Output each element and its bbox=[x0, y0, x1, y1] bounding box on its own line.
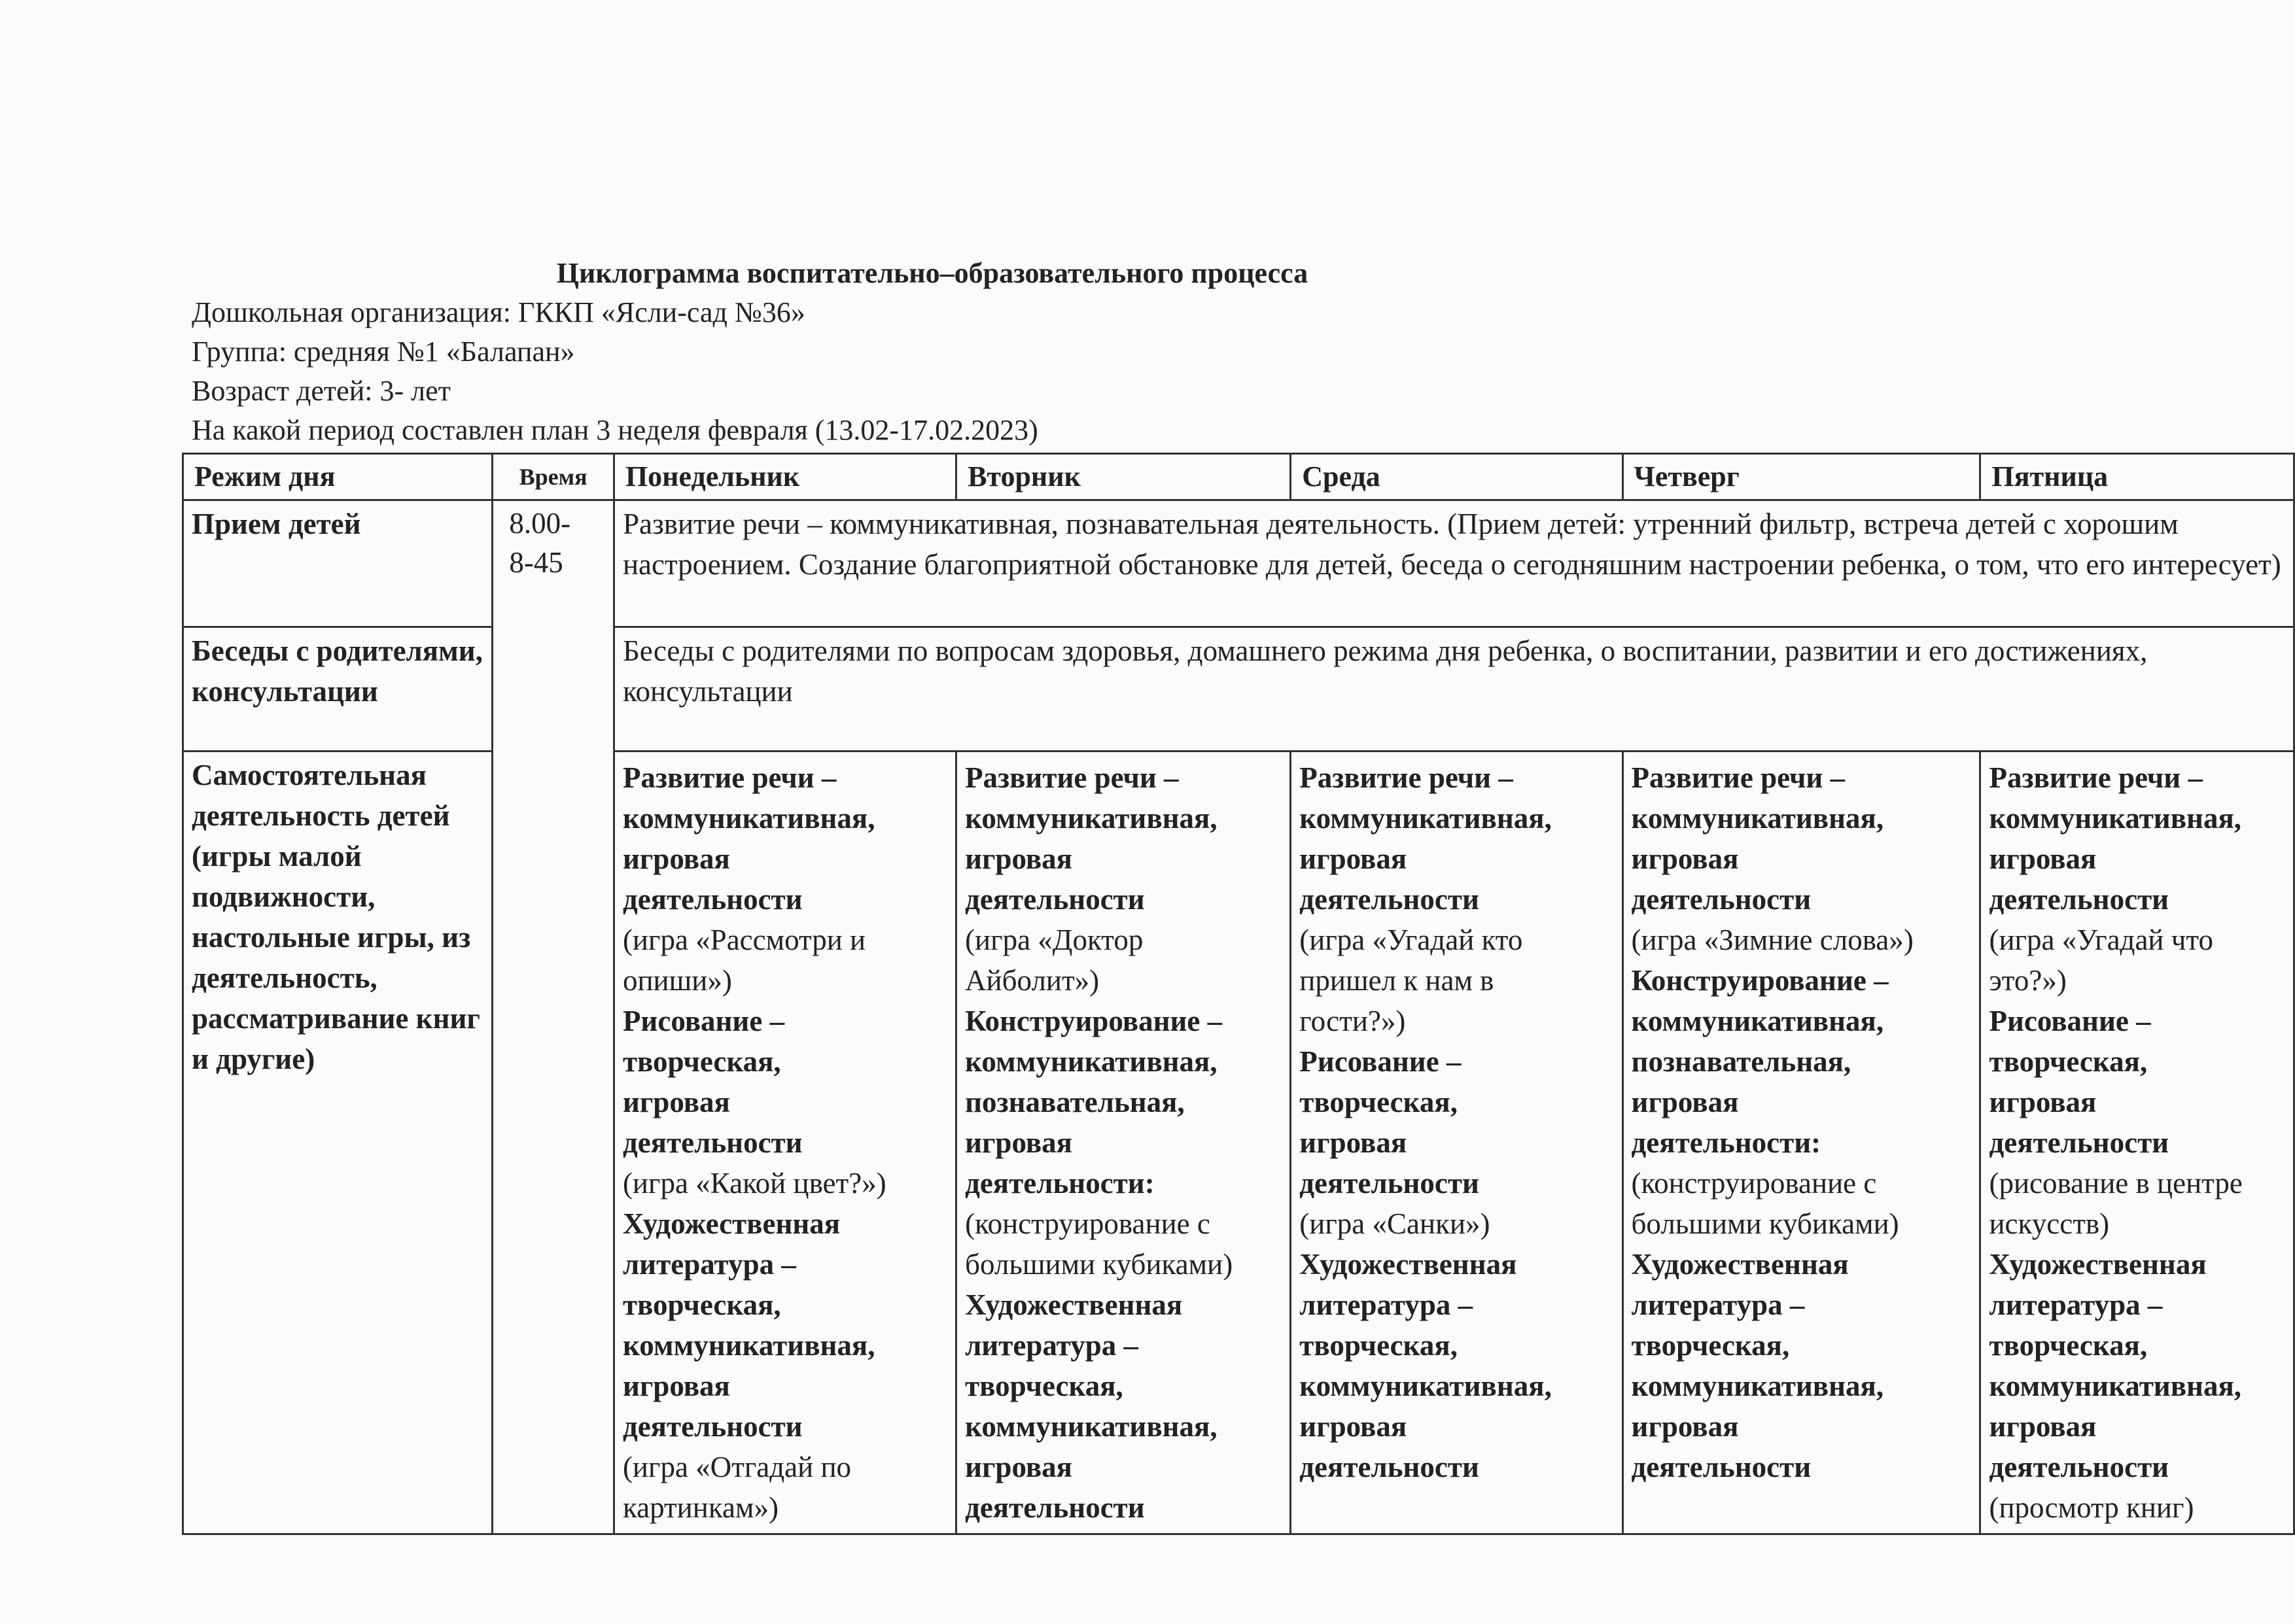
activity-heading-line: игровая bbox=[1989, 1410, 2097, 1443]
activity-game-line: это?») bbox=[1989, 964, 2067, 997]
activity-game-line: искусств) bbox=[1989, 1207, 2110, 1240]
header-day-wednesday: Среда bbox=[1291, 454, 1622, 500]
activity-heading-line: творческая, bbox=[1989, 1329, 2148, 1362]
activity-heading-line: деятельности bbox=[622, 1126, 803, 1159]
activity-heading-line: Развитие речи – bbox=[965, 761, 1179, 794]
activity-heading-line: литература – bbox=[1631, 1288, 1805, 1321]
activity-game-line: (конструирование с bbox=[965, 1207, 1210, 1240]
schedule-table bbox=[182, 453, 2295, 1535]
activity-heading-line: игровая bbox=[965, 1451, 1072, 1483]
activity-heading-line: деятельности bbox=[1299, 1167, 1479, 1200]
activity-game-line: большими кубиками) bbox=[1631, 1207, 1899, 1240]
activity-game-line: (игра «Угадай что bbox=[1989, 924, 2213, 956]
activity-game-line: картинкам») bbox=[622, 1491, 779, 1524]
activity-heading-line: игровая bbox=[1299, 1126, 1407, 1159]
activity-heading-line: игровая bbox=[1631, 842, 1739, 875]
activity-heading-line: игровая bbox=[1989, 842, 2097, 875]
activity-heading-line: игровая bbox=[622, 1086, 730, 1118]
activity-heading-line: деятельности: bbox=[1631, 1126, 1821, 1159]
activity-heading-line: деятельности bbox=[1631, 883, 1812, 916]
activity-heading-line: Конструирование – bbox=[965, 1005, 1223, 1037]
activity-heading-line: Развитие речи – bbox=[622, 761, 837, 794]
activity-heading-line: коммуникативная, bbox=[1989, 802, 2242, 835]
activity-game-line: пришел к нам в bbox=[1299, 964, 1494, 997]
page-title: Циклограмма воспитательно–образовательного процесса bbox=[556, 257, 1308, 289]
content-cell: Беседы с родителями по вопросам здоровья, домашнего режима дня ребенка, о воспитании, развитии и его достижениях, консультации bbox=[614, 627, 2294, 752]
day-activity-cell bbox=[614, 752, 956, 1534]
age-line: Возраст детей: 3- лет bbox=[192, 375, 451, 407]
activity-heading-line: деятельности: bbox=[965, 1167, 1155, 1200]
activity-heading-line: деятельности bbox=[1989, 1451, 2169, 1483]
activity-game-line: (игра «Санки») bbox=[1299, 1207, 1490, 1240]
activity-heading-line: Художественная bbox=[1989, 1248, 2207, 1281]
regime-cell: Самостоятельная деятельность детей (игры малой подвижности, настольные игры, из деятельность, рассматривание книг и другие) bbox=[183, 752, 493, 1534]
activity-heading-line: игровая bbox=[1631, 1086, 1739, 1118]
activity-game-line: (игра «Зимние слова») bbox=[1631, 924, 1914, 956]
activity-heading-line: деятельности bbox=[1631, 1451, 1812, 1483]
regime-cell: Беседы с родителями, консультации bbox=[183, 627, 493, 752]
day-activity-cell bbox=[956, 752, 1291, 1534]
activity-heading-line: творческая, bbox=[1299, 1329, 1458, 1362]
activity-heading-line: творческая, bbox=[965, 1370, 1123, 1402]
activity-game-line: (игра «Доктор bbox=[965, 924, 1144, 956]
activity-heading-line: коммуникативная, bbox=[622, 802, 875, 835]
activity-game-line: (игра «Какой цвет?») bbox=[622, 1167, 886, 1200]
group-line: Группа: средняя №1 «Балапан» bbox=[192, 336, 575, 368]
activity-heading-line: игровая bbox=[1299, 842, 1407, 875]
activity-heading-line: деятельности bbox=[965, 1491, 1145, 1524]
activity-heading-line: Художественная bbox=[965, 1288, 1183, 1321]
activity-heading-line: игровая bbox=[1631, 1410, 1739, 1443]
time-start: 8.00- bbox=[509, 507, 571, 540]
activity-heading-line: игровая bbox=[1299, 1410, 1407, 1443]
header-row bbox=[183, 454, 2294, 500]
activity-heading-line: Развитие речи – bbox=[1299, 761, 1513, 794]
activity-heading-line: Художественная bbox=[1299, 1248, 1517, 1281]
activity-game-line: (игра «Угадай кто bbox=[1299, 924, 1523, 956]
day-activity-cell bbox=[1980, 752, 2294, 1534]
activity-game-line: опиши») bbox=[622, 964, 732, 997]
activity-heading-line: творческая, bbox=[1989, 1045, 2148, 1078]
organization-line: Дошкольная организация: ГККП «Ясли-сад №36» bbox=[192, 296, 805, 328]
activity-heading-line: игровая bbox=[1989, 1086, 2097, 1118]
header-regime: Режим дня bbox=[183, 454, 493, 500]
day-activity-cell bbox=[1291, 752, 1622, 1534]
activity-heading-line: деятельности bbox=[1989, 883, 2169, 916]
activity-game-line: (просмотр книг) bbox=[1989, 1491, 2194, 1524]
activity-game-line: (конструирование с bbox=[1631, 1167, 1877, 1200]
table-row bbox=[183, 500, 2294, 627]
activity-game-line: гости?») bbox=[1299, 1005, 1406, 1037]
header-day-monday: Понедельник bbox=[614, 454, 956, 500]
time-cell bbox=[493, 500, 614, 1534]
activity-heading-line: деятельности bbox=[965, 883, 1145, 916]
activity-heading-line: коммуникативная, bbox=[965, 1045, 1218, 1078]
activity-heading-line: Конструирование – bbox=[1631, 964, 1889, 997]
activity-heading-line: литература – bbox=[965, 1329, 1138, 1362]
activity-heading-line: познавательная, bbox=[1631, 1045, 1851, 1078]
activity-heading-line: литература – bbox=[1989, 1288, 2163, 1321]
activity-game-line: (рисование в центре bbox=[1989, 1167, 2243, 1200]
activity-heading-line: творческая, bbox=[1631, 1329, 1790, 1362]
activity-heading-line: литература – bbox=[622, 1248, 796, 1281]
activity-heading-line: творческая, bbox=[1299, 1086, 1458, 1118]
activity-heading-line: Развитие речи – bbox=[1631, 761, 1846, 794]
activity-heading-line: игровая bbox=[965, 1126, 1072, 1159]
activity-heading-line: деятельности bbox=[622, 883, 803, 916]
activity-heading-line: коммуникативная, bbox=[1631, 1005, 1884, 1037]
activity-heading-line: деятельности bbox=[1299, 1451, 1479, 1483]
activity-heading-line: творческая, bbox=[622, 1288, 781, 1321]
activity-game-line: (игра «Отгадай по bbox=[622, 1451, 852, 1483]
activity-heading-line: коммуникативная, bbox=[1299, 1370, 1552, 1402]
activity-game-line: Айболит») bbox=[965, 964, 1100, 997]
activity-heading-line: игровая bbox=[965, 842, 1072, 875]
activity-heading-line: коммуникативная, bbox=[1989, 1370, 2242, 1402]
activity-heading-line: коммуникативная, bbox=[1631, 1370, 1884, 1402]
regime-cell: Прием детей bbox=[183, 500, 493, 627]
activity-heading-line: Художественная bbox=[622, 1207, 841, 1240]
activity-heading-line: деятельности bbox=[1989, 1126, 2169, 1159]
day-activity-cell bbox=[1622, 752, 1980, 1534]
activity-heading-line: Рисование – bbox=[622, 1005, 785, 1037]
activity-heading-line: Развитие речи – bbox=[1989, 761, 2203, 794]
activity-heading-line: литература – bbox=[1299, 1288, 1473, 1321]
header-day-thursday: Четверг bbox=[1622, 454, 1980, 500]
activity-heading-line: коммуникативная, bbox=[1299, 802, 1552, 835]
activity-game-line: (игра «Рассмотри и bbox=[622, 924, 866, 956]
info-block bbox=[192, 293, 1038, 450]
activity-heading-line: коммуникативная, bbox=[622, 1329, 875, 1362]
activity-heading-line: коммуникативная, bbox=[1631, 802, 1884, 835]
activity-heading-line: деятельности bbox=[1299, 883, 1479, 916]
header-day-friday: Пятница bbox=[1980, 454, 2294, 500]
activity-heading-line: деятельности bbox=[622, 1410, 803, 1443]
content-cell: Развитие речи – коммуникативная, познавательная деятельность. (Прием детей: утренний фильтр, встреча детей с хорошим настроением. Создание благоприятной обстановке для детей, беседа о сегодняшним настроении ребенка, о том, что его интересует) bbox=[614, 500, 2294, 627]
activity-heading-line: Рисование – bbox=[1299, 1045, 1462, 1078]
activity-heading-line: коммуникативная, bbox=[965, 802, 1218, 835]
header-day-tuesday: Вторник bbox=[956, 454, 1291, 500]
activity-heading-line: игровая bbox=[622, 1370, 730, 1402]
activity-heading-line: коммуникативная, bbox=[965, 1410, 1218, 1443]
activity-heading-line: Художественная bbox=[1631, 1248, 1849, 1281]
time-end: 8-45 bbox=[509, 546, 563, 579]
activity-heading-line: творческая, bbox=[622, 1045, 781, 1078]
period-line: На какой период составлен план 3 неделя февраля (13.02-17.02.2023) bbox=[192, 414, 1038, 446]
activity-game-line: большими кубиками) bbox=[965, 1248, 1233, 1281]
activity-heading-line: познавательная, bbox=[965, 1086, 1185, 1118]
activity-heading-line: игровая bbox=[622, 842, 730, 875]
header-time: Время bbox=[493, 454, 614, 500]
activity-heading-line: Рисование – bbox=[1989, 1005, 2151, 1037]
